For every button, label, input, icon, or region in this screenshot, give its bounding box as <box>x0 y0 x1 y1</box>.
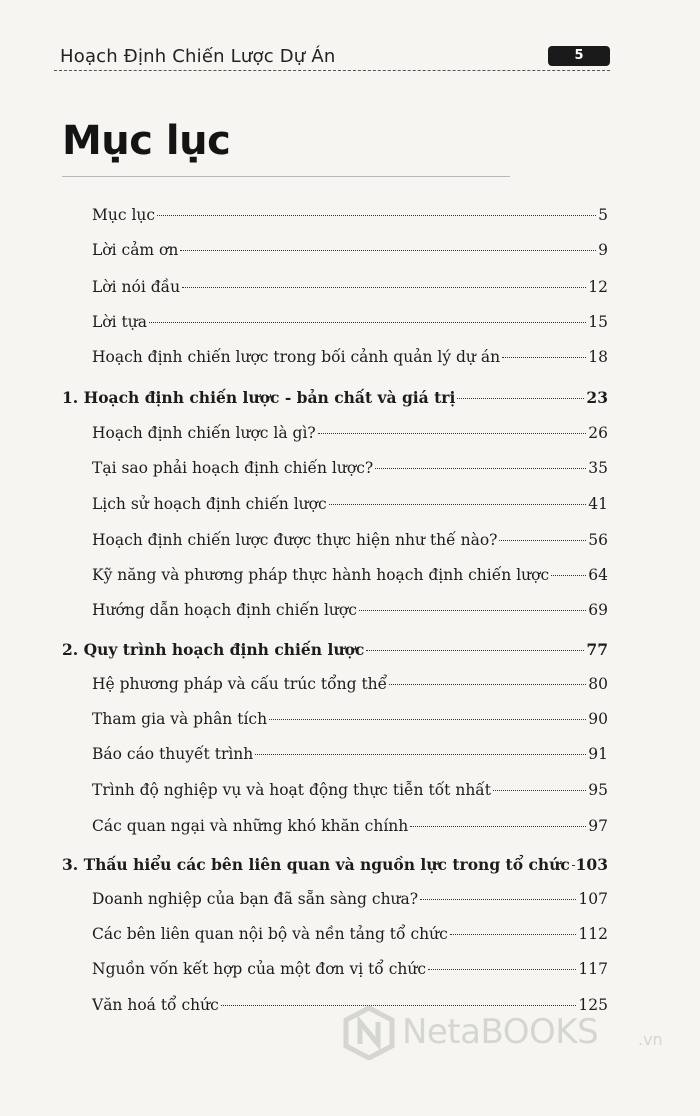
dot-leader <box>410 825 586 827</box>
toc-entry-title: Lời nói đầu <box>92 278 181 296</box>
watermark <box>342 1006 672 1062</box>
toc-entry-section[interactable] <box>92 459 608 485</box>
dot-leader <box>375 467 586 469</box>
dot-leader <box>499 539 586 541</box>
dot-leader <box>572 864 574 866</box>
toc-entry-section[interactable] <box>92 890 608 916</box>
toc-entry-title: Lời tựa <box>92 313 147 331</box>
toc-entry-title: Hoạch định chiến lược được thực hiện như thế nào? <box>92 531 498 549</box>
dot-leader <box>389 683 586 685</box>
toc-entry-chapter[interactable] <box>62 640 608 666</box>
toc-entry-page: 15 <box>588 313 608 331</box>
toc-entry-chapter[interactable] <box>62 855 608 881</box>
running-title: Hoạch Định Chiến Lược Dự Án <box>60 46 336 67</box>
page-number-badge: 5 <box>548 46 610 66</box>
toc-entry-page: 80 <box>588 675 608 693</box>
toc-entry-title: Lời cảm ơn <box>92 241 179 259</box>
toc-chapter-page: 77 <box>586 640 608 659</box>
toc-entry-page: 107 <box>578 890 608 908</box>
toc-entry-preface[interactable] <box>92 206 608 232</box>
dot-leader <box>359 609 586 611</box>
toc-entry-section[interactable] <box>92 925 608 951</box>
dot-leader <box>493 789 586 791</box>
toc-entry-section[interactable] <box>92 531 608 557</box>
toc-entry-page: 95 <box>588 781 608 799</box>
dot-leader <box>428 968 576 970</box>
toc-entry-section[interactable] <box>92 745 608 771</box>
toc-entry-title: Văn hoá tổ chức <box>92 996 219 1014</box>
toc-entry-title: Kỹ năng và phương pháp thực hành hoạch định chiến lược <box>92 566 550 584</box>
dot-leader <box>450 933 577 935</box>
dot-leader <box>457 397 584 399</box>
toc-entry-title: Trình độ nghiệp vụ và hoạt động thực tiễn tốt nhất <box>92 781 492 799</box>
toc-entry-page: 26 <box>588 424 608 442</box>
toc-entry-chapter[interactable] <box>62 388 608 414</box>
dot-leader <box>182 286 586 288</box>
toc-chapter-title: 1. Hoạch định chiến lược - bản chất và giá trị <box>62 388 456 407</box>
toc-entry-section[interactable] <box>92 817 608 843</box>
watermark-brand: NetaBOOKS <box>402 1012 599 1052</box>
toc-entry-title: Hệ phương pháp và cấu trúc tổng thể <box>92 675 388 693</box>
dot-leader <box>180 249 596 251</box>
toc-entry-title: Mục lục <box>92 206 156 224</box>
toc-entry-page: 56 <box>588 531 608 549</box>
toc-entry-page: 5 <box>598 206 608 224</box>
neta-logo-icon <box>342 1006 396 1060</box>
dot-leader <box>329 503 587 505</box>
page-title: Mục lục <box>62 118 231 164</box>
toc-entry-page: 91 <box>588 745 608 763</box>
dot-leader <box>366 649 584 651</box>
toc-entry-page: 125 <box>578 996 608 1014</box>
toc-entry-page: 64 <box>588 566 608 584</box>
toc-entry-preface[interactable] <box>92 278 608 304</box>
toc-entry-page: 112 <box>578 925 608 943</box>
toc-entry-page: 97 <box>588 817 608 835</box>
toc-entry-title: Hoạch định chiến lược trong bối cảnh quản lý dự án <box>92 348 501 366</box>
toc-entry-section[interactable] <box>92 710 608 736</box>
toc-entry-title: Hoạch định chiến lược là gì? <box>92 424 316 442</box>
toc-entry-title: Các bên liên quan nội bộ và nền tảng tổ chức <box>92 925 448 943</box>
toc-entry-page: 9 <box>598 241 608 259</box>
toc-chapter-title: 2. Quy trình hoạch định chiến lược <box>62 640 365 659</box>
dot-leader <box>149 321 586 323</box>
toc-entry-page: 12 <box>588 278 608 296</box>
dot-leader <box>318 432 587 434</box>
toc-entry-section[interactable] <box>92 495 608 521</box>
dot-leader <box>551 574 586 576</box>
dot-leader <box>255 753 586 755</box>
toc-entry-page: 69 <box>588 601 608 619</box>
dot-leader <box>157 214 596 216</box>
toc-entry-title: Hướng dẫn hoạch định chiến lược <box>92 601 357 619</box>
dot-leader <box>420 898 576 900</box>
toc-entry-page: 117 <box>578 960 608 978</box>
toc-entry-title: Doanh nghiệp của bạn đã sẵn sàng chưa? <box>92 890 419 908</box>
toc-entry-section[interactable] <box>92 601 608 627</box>
toc-entry-preface[interactable] <box>92 241 608 267</box>
toc-entry-page: 41 <box>588 495 608 513</box>
toc-entry-title: Tham gia và phân tích <box>92 710 268 728</box>
dot-leader <box>502 356 586 358</box>
toc-entry-section[interactable] <box>92 566 608 592</box>
toc-entry-page: 18 <box>588 348 608 366</box>
toc-entry-title: Tại sao phải hoạch định chiến lược? <box>92 459 374 477</box>
toc-chapter-title: 3. Thấu hiểu các bên liên quan và nguồn lực trong tổ chức <box>62 855 570 874</box>
toc-entry-title: Nguồn vốn kết hợp của một đơn vị tổ chức <box>92 960 427 978</box>
toc-chapter-page: 23 <box>586 388 608 407</box>
toc-entry-page: 35 <box>588 459 608 477</box>
toc-entry-preface[interactable] <box>92 313 608 339</box>
toc-entry-title: Báo cáo thuyết trình <box>92 745 254 763</box>
toc-entry-section[interactable] <box>92 781 608 807</box>
toc-entry-section[interactable] <box>92 424 608 450</box>
toc-chapter-page: 103 <box>575 855 608 874</box>
toc-entry-page: 90 <box>588 710 608 728</box>
toc-entry-section[interactable] <box>92 960 608 986</box>
dot-leader <box>269 718 586 720</box>
toc-entry-section[interactable] <box>92 675 608 701</box>
toc-entry-preface[interactable] <box>92 348 608 374</box>
toc-entry-title: Lịch sử hoạch định chiến lược <box>92 495 327 513</box>
watermark-suffix: .vn <box>638 1030 663 1049</box>
toc-entry-title: Các quan ngại và những khó khăn chính <box>92 817 409 835</box>
